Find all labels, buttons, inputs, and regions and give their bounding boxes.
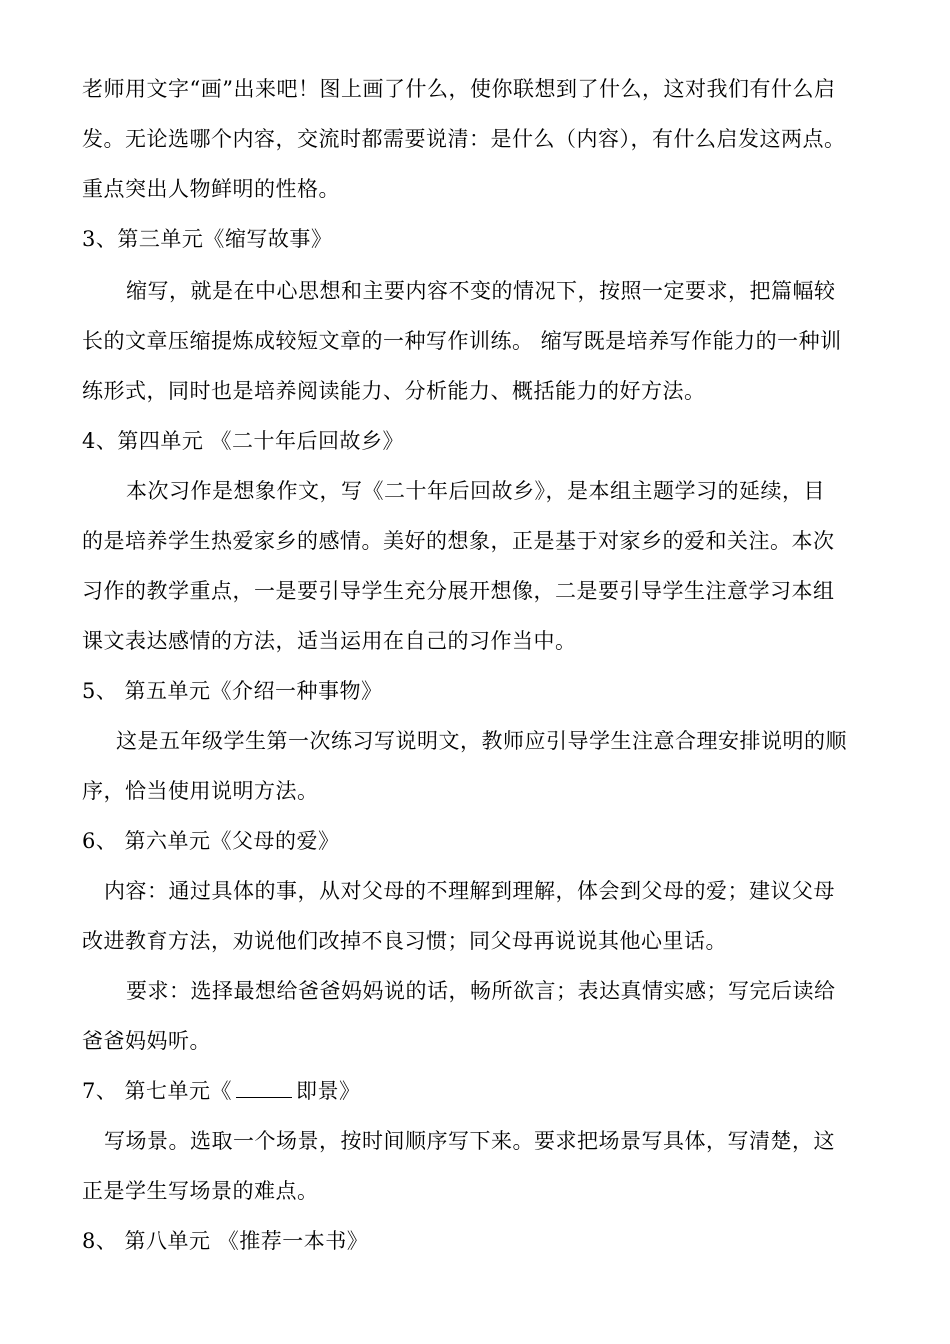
unit3-line-3: 练形式，同时也是培养阅读能力、分析能力、概括能力的好方法。	[82, 379, 706, 403]
unit6-line-3: 要求：选择最想给爸爸妈妈说的话，畅所欲言；表达真情实感；写完后读给	[126, 979, 836, 1003]
unit4-line-1: 本次习作是想象作文，写《二十年后回故乡》，是本组主题学习的延续，目	[126, 479, 825, 503]
unit5-line-2: 序，恰当使用说明方法。	[82, 779, 319, 803]
intro-line-1: 老师用文字“画”出来吧！图上画了什么，使你联想到了什么，这对我们有什么启	[82, 77, 836, 101]
unit3-line-1: 缩写，就是在中心思想和主要内容不变的情况下，按照一定要求，把篇幅较	[126, 279, 836, 303]
unit4-heading: 4、第四单元 《二十年后回故乡》	[82, 429, 405, 453]
unit7-heading-prefix: 7、 第七单元《	[82, 1079, 233, 1103]
unit4-line-3: 习作的教学重点，一是要引导学生充分展开想像，二是要引导学生注意学习本组	[82, 579, 835, 603]
unit3-line-2: 长的文章压缩提炼成较短文章的一种写作训练。 缩写既是培养写作能力的一种训	[82, 329, 842, 353]
unit7-line-1: 写场景。选取一个场景，按时间顺序写下来。要求把场景写具体，写清楚，这	[104, 1129, 835, 1153]
unit4-line-2: 的是培养学生热爱家乡的感情。美好的想象，正是基于对家乡的爱和关注。本次	[82, 529, 835, 553]
unit4-line-4: 课文表达感情的方法，适当运用在自己的习作当中。	[82, 629, 577, 653]
unit6-line-1: 内容：通过具体的事，从对父母的不理解到理解，体会到父母的爱；建议父母	[104, 879, 835, 903]
unit3-heading: 3、第三单元《缩写故事》	[82, 227, 333, 251]
intro-line-2: 发。无论选哪个内容，交流时都需要说清：是什么（内容），有什么启发这两点。	[82, 127, 846, 151]
unit7-heading	[82, 1077, 361, 1105]
unit5-heading: 5、 第五单元《介绍一种事物》	[82, 679, 383, 703]
unit6-line-2: 改进教育方法，劝说他们改掉不良习惯；同父母再说说其他心里话。	[82, 929, 727, 953]
unit8-heading: 8、 第八单元 《推荐一本书》	[82, 1229, 369, 1253]
intro-line-3: 重点突出人物鲜明的性格。	[82, 177, 340, 201]
unit6-heading: 6、 第六单元《父母的爱》	[82, 829, 340, 853]
unit7-line-2: 正是学生写场景的难点。	[82, 1179, 319, 1203]
unit5-line-1: 这是五年级学生第一次练习写说明文，教师应引导学生注意合理安排说明的顺	[116, 729, 847, 753]
unit7-heading-suffix: 即景》	[296, 1079, 361, 1103]
fill-in-blank	[236, 1079, 292, 1098]
unit6-line-4: 爸爸妈妈听。	[82, 1029, 211, 1053]
